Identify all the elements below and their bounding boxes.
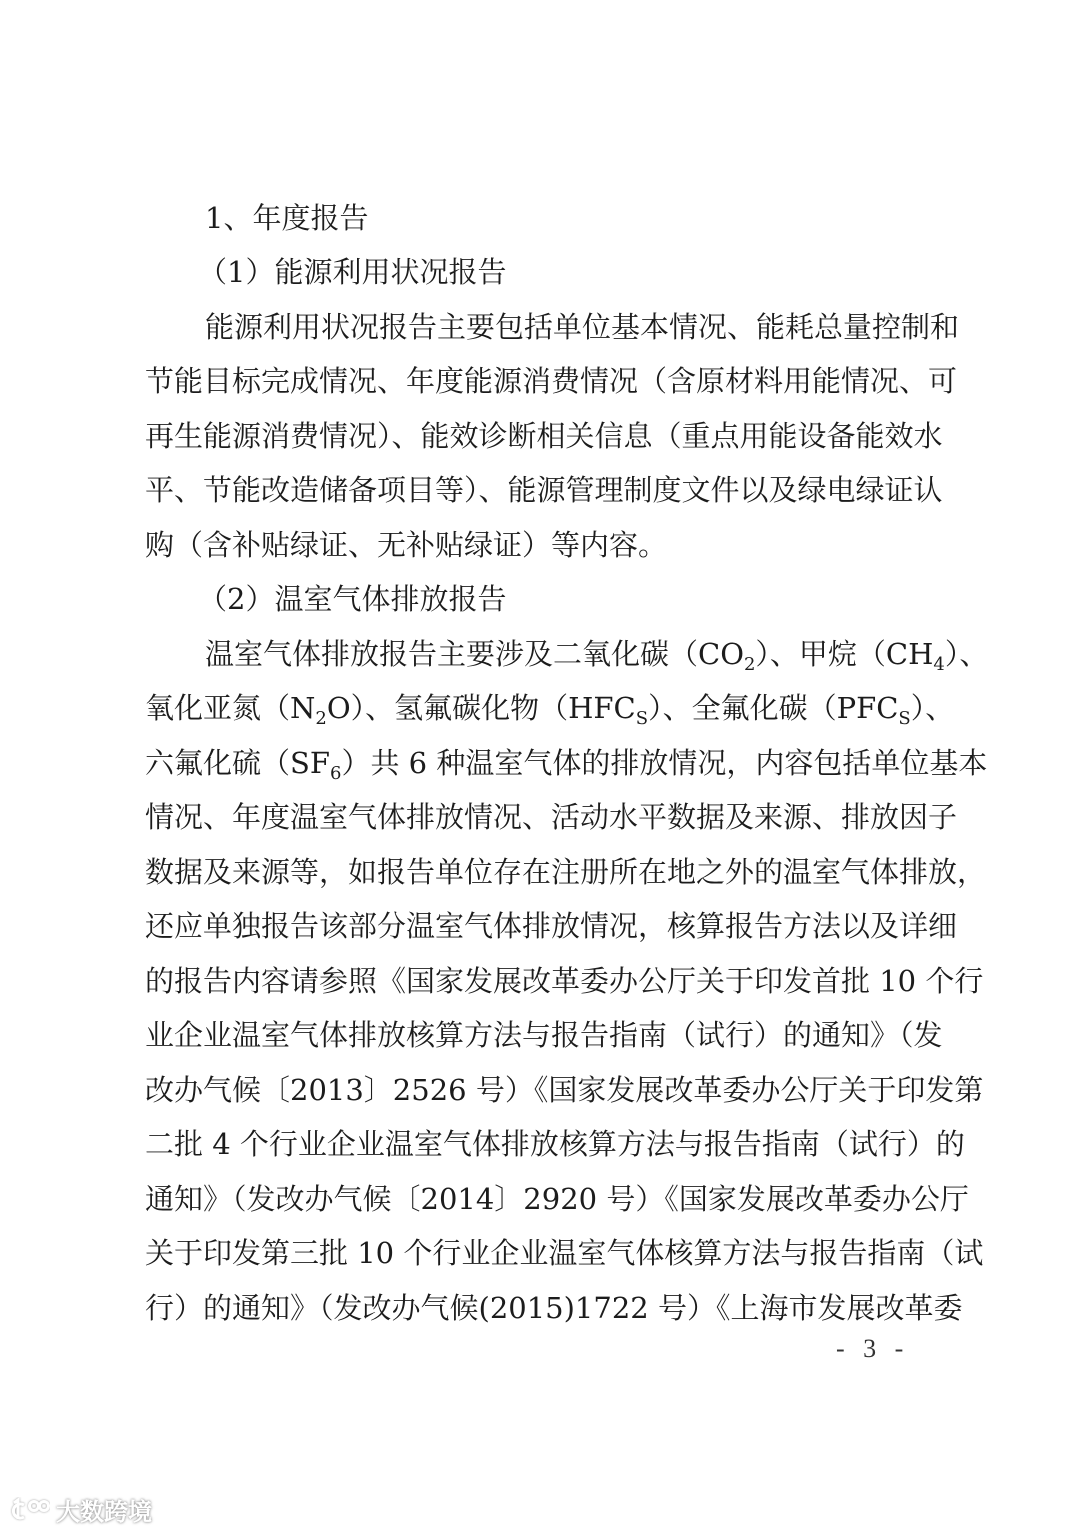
watermark	[10, 1492, 152, 1527]
subsection-title-energy: （1）能源利用状况报告	[198, 255, 507, 289]
text-segment: ）、甲烷（CH	[755, 637, 934, 671]
text-segment: 氧化亚氮（N	[145, 691, 316, 725]
paragraph-line: 能源利用状况报告主要包括单位基本情况、能耗总量控制和	[205, 310, 960, 344]
paragraph-line: 二批 4 个行业企业温室气体排放核算方法与报告指南（试行）的	[145, 1127, 965, 1161]
watermark-text: 大数跨境	[56, 1498, 152, 1526]
paragraph-line	[205, 627, 989, 681]
text-segment: 温室气体排放报告主要涉及二氧化碳（CO	[205, 637, 744, 671]
paragraph-line: 情况、年度温室气体排放情况、活动水平数据及来源、排放因子	[145, 800, 958, 834]
paragraph-line: 节能目标完成情况、年度能源消费情况（含原材料用能情况、可	[145, 364, 958, 398]
paragraph-line: 通知》（发改办气候〔2014〕2920 号）《国家发展改革委办公厅	[145, 1182, 969, 1216]
page-number: - 3 -	[836, 1334, 910, 1363]
paragraph-line: 再生能源消费情况）、能效诊断相关信息（重点用能设备能效水	[145, 419, 943, 453]
text-segment: ）、	[944, 637, 989, 671]
subscript: S	[898, 708, 911, 729]
paragraph-line: 业企业温室气体排放核算方法与报告指南（试行）的通知》（发	[145, 1018, 943, 1052]
text-segment: O）、氢氟碳化物（HFC	[326, 691, 636, 725]
subscript: S	[635, 708, 649, 729]
text-segment: ）、	[910, 691, 955, 725]
subscript: 2	[315, 708, 327, 729]
text-segment: ）共 6 种温室气体的排放情况，内容包括单位基本	[341, 746, 988, 780]
subscript: 4	[933, 654, 945, 675]
section-title: 1、年度报告	[205, 201, 369, 235]
paragraph-line	[145, 681, 955, 735]
paragraph-line: 还应单独报告该部分温室气体排放情况，核算报告方法以及详细	[145, 909, 958, 943]
paragraph-line	[145, 736, 988, 790]
paragraph-line: 的报告内容请参照《国家发展改革委办公厅关于印发首批 10 个行	[145, 964, 984, 998]
subsection-title-ghg: （2）温室气体排放报告	[198, 582, 507, 616]
paragraph-line: 关于印发第三批 10 个行业企业温室气体核算方法与报告指南（试	[145, 1236, 984, 1270]
text-segment: ）、全氟化碳（PFC	[648, 691, 899, 725]
subscript: 6	[330, 763, 342, 784]
paragraph-line: 数据及来源等，如报告单位存在注册所在地之外的温室气体排放，	[145, 855, 987, 889]
text-segment: 六氟化硫（SF	[145, 746, 330, 780]
1000-logo-icon	[10, 1497, 50, 1523]
paragraph-line: 购（含补贴绿证、无补贴绿证）等内容。	[145, 528, 668, 562]
paragraph-line: 改办气候〔2013〕2526 号）《国家发展改革委办公厅关于印发第	[145, 1073, 984, 1107]
subscript: 2	[743, 654, 756, 675]
paragraph-line: 平、节能改造储备项目等）、能源管理制度文件以及绿电绿证认	[145, 473, 943, 507]
paragraph-line: 行）的通知》（发改办气候(2015)1722 号）《上海市发展改革委	[145, 1291, 963, 1325]
